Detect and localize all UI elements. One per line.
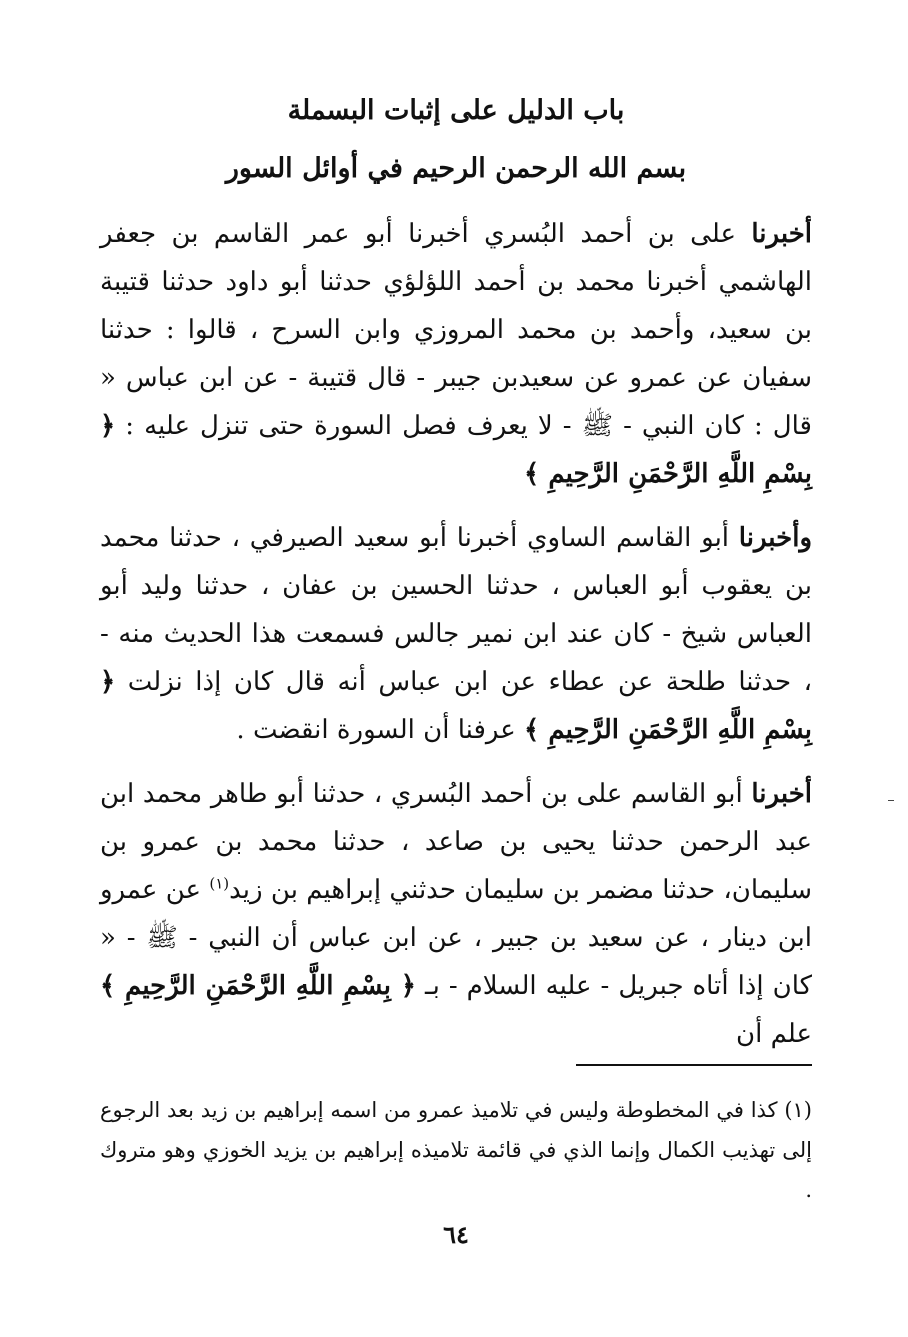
quran-basmala: ﴿ بِسْمِ اللَّهِ الرَّحْمَنِ الرَّحِيمِ ﴾ <box>100 411 812 489</box>
page-number: ٦٤ <box>443 1220 469 1249</box>
narration-text-continued: عن عمرو ابن دينار ، عن سعيد بن جبير ، عن ابن عباس أن النبي - ﷺ - « كان إذا أتاه جبريل - عليه السلام - بـ <box>100 875 812 1001</box>
chapter-title-line-1: باب الدليل على إثبات البسملة <box>287 95 625 126</box>
narration-lead-word: أخبرنا <box>751 779 812 809</box>
quran-basmala: ﴿ بِسْمِ اللَّهِ الرَّحْمَنِ الرَّحِيمِ ﴾ <box>100 971 416 1001</box>
footnote: (١) كذا في المخطوطة وليس في تلاميذ عمرو من اسمه إبراهيم بن زيد بعد الرجوع إلى تهذيب الكمال وإنما الذي في قائمة تلاميذه إبراهيم بن يزيد الخوزي وهو متروك . <box>100 1098 812 1202</box>
hadith-paragraph-3 <box>100 770 812 1058</box>
footnote-reference: (١) <box>209 874 230 893</box>
narration-text: أبو القاسم الساوي أخبرنا أبو سعيد الصيرفي ، حدثنا محمد بن يعقوب أبو العباس ، حدثنا الحسين بن عفان ، حدثنا وليد أبو العباس شيخ - كان عند ابن نمير جالس فسمعت هذا الحديث منه - ، حدثنا طلحة عن عطاء عن ابن عباس أنه قال كان إذا نزلت <box>100 523 812 697</box>
narration-text: أبو القاسم على بن أحمد البُسري ، حدثنا أبو طاهر محمد ابن عبد الرحمن حدثنا يحيى بن صاعد ، حدثنا محمد بن عمرو بن سليمان، حدثنا مضمر بن سليمان حدثني إبراهيم بن زيد <box>100 779 813 905</box>
quran-basmala: ﴿ بِسْمِ اللَّهِ الرَّحْمَنِ الرَّحِيمِ ﴾ <box>100 667 812 745</box>
narration-text-end: عرفنا أن السورة انقضت . <box>236 715 525 745</box>
narration-text-end: علم أن <box>735 1019 812 1049</box>
narration-text: على بن أحمد البُسري أخبرنا أبو عمر القاسم بن جعفر الهاشمي أخبرنا محمد بن أحمد اللؤلؤي حدثنا أبو داود حدثنا قتيبة بن سعيد، وأحمد بن محمد المروزي وابن السرح ، قالوا : حدثنا سفيان عن عمرو عن سعيدبن جيبر - قال قتيبة - عن ابن عباس « قال : كان النبي - ﷺ - لا يعرف فصل السورة حتى تنزل عليه : <box>100 219 812 441</box>
narration-lead-word: وأخبرنا <box>738 523 812 553</box>
narration-lead-word: أخبرنا <box>751 219 812 249</box>
hadith-paragraph-2 <box>100 514 812 754</box>
margin-mark <box>888 800 894 801</box>
footnote-separator <box>576 1064 812 1066</box>
chapter-title-line-2: بسم الله الرحمن الرحيم في أوائل السور <box>225 153 687 184</box>
hadith-paragraph-1 <box>100 210 812 498</box>
book-page <box>100 80 812 1320</box>
